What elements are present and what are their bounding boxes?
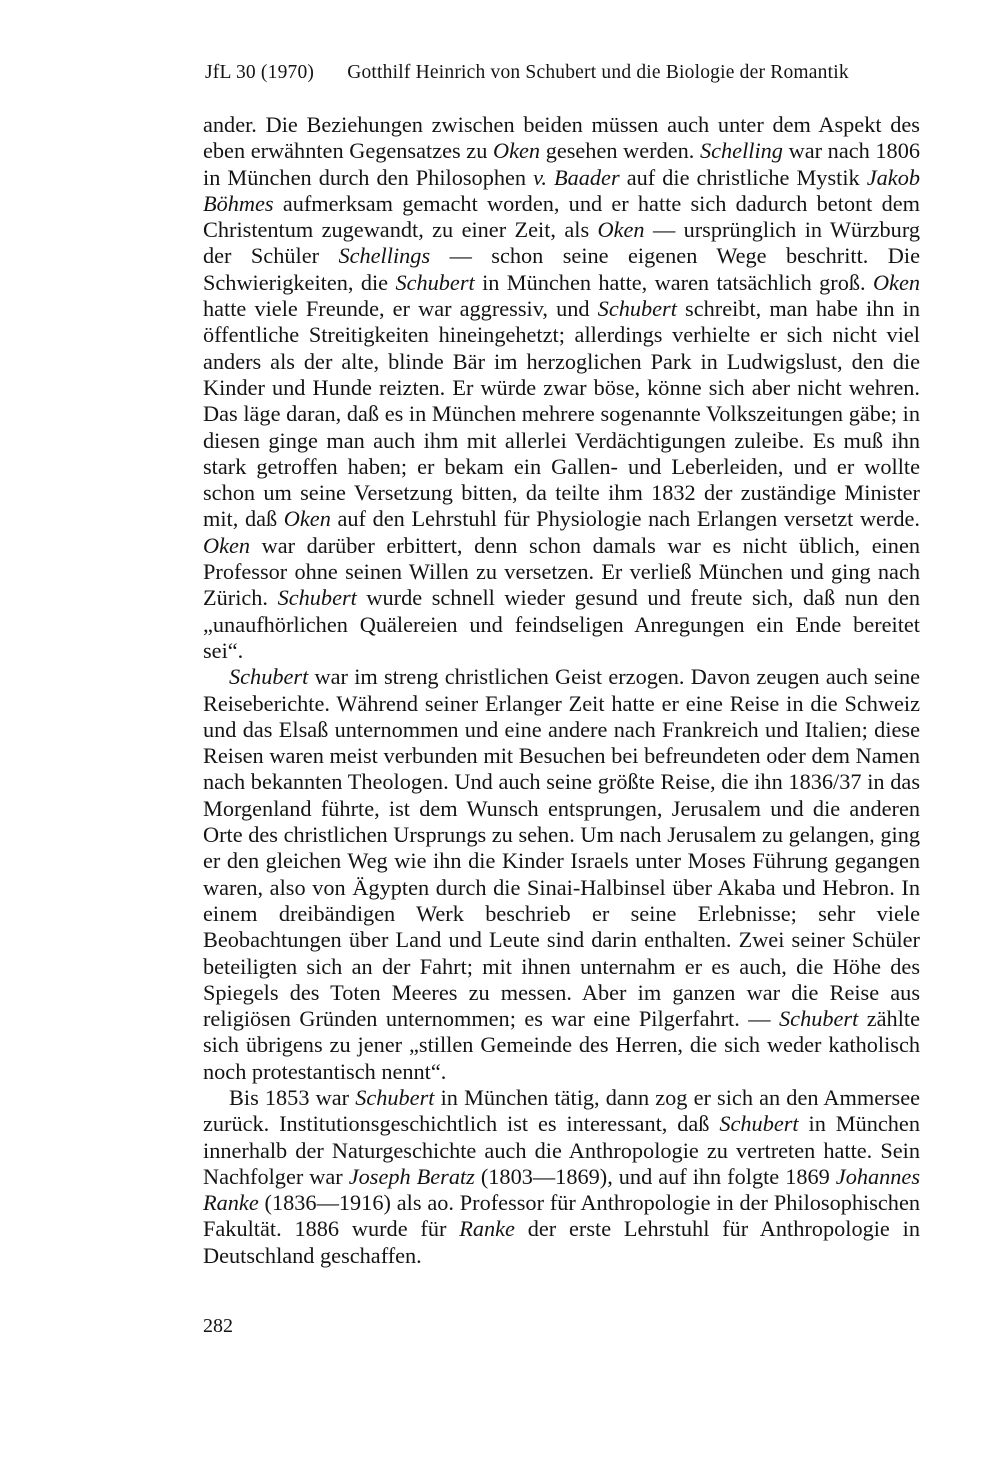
text-run: war im streng christlichen Geist erzogen. Davon zeugen auch seine Reiseberichte. Während seiner Erlanger Zeit hatte er eine Reise in die Schweiz und das Elsaß unternommen und eine andere nach Frankreich und Italien; diese Reisen waren meist verbunden mit Besuchen bei befreundeten oder dem Namen nach bekannten Theologen. Und auch seine größte Reise, die ihn 1836/37 in das Morgenland führte, ist dem Wunsch entsprungen, Jerusalem und die anderen Orte des christlichen Ursprungs zu sehen. Um nach Jerusalem zu gelangen, ging er den gleichen Weg wie ihn die Kinder Israels unter Moses Führung gegangen waren, also von Ägypten durch die Sinai-Halbinsel über Akaba und Hebron. In einem dreibändigen Werk beschrieb er seine Erlebnisse; sehr viele Beobachtungen über Land und Leute sind darin enthalten. Zwei seiner Schüler beteiligten sich an der Fahrt; mit ihnen unternahm er es auch, die Höhe des Spiegels des Toten Meeres zu messen. Aber im ganzen war die Reise aus religiösen Gründen unternommen; es war eine Pilgerfahrt. — (203, 664, 920, 1032)
italic-name: Oken (493, 138, 541, 164)
italic-name: Schelling (699, 138, 783, 164)
text-run: der erste Lehrstuhl für Anthropologie in Deutschland geschaffen. (203, 1216, 920, 1268)
italic-name: Schubert (597, 296, 677, 322)
text-run: in München tätig, dann zog er sich an den Ammersee zurück. Institutionsgeschichtlich ist es interessant, daß (203, 1084, 920, 1137)
text-run: ander. Die Beziehungen zwischen beiden müssen auch unter dem Aspekt des eben erwähnten Gegensatzes zu (203, 112, 920, 164)
text-run: — schon seine eigenen Wege beschritt. Die Schwierigkeiten, die (203, 243, 920, 295)
italic-name: Jakob Böhmes (203, 164, 920, 216)
italic-name: Schellings (338, 243, 431, 269)
text-run: in München innerhalb der Naturgeschichte auch die Anthropologie zu vertreten hatte. Sein Nachfolger war (203, 1111, 920, 1189)
body-text (203, 112, 920, 1269)
text-run: in München hatte, waren tatsächlich groß. (474, 269, 873, 295)
italic-name: Oken (597, 217, 645, 243)
text-run: — ursprünglich in Würzburg der Schüler (203, 217, 920, 269)
text-run: gesehen werden. (540, 138, 700, 164)
italic-name: Oken (203, 532, 251, 558)
italic-name: Schubert (229, 664, 309, 690)
italic-name: Schubert (779, 1006, 859, 1032)
text-run: Bis 1853 war (229, 1084, 356, 1110)
paragraph (203, 1085, 920, 1269)
text-run: (1836—1916) als ao. Professor für Anthropologie in der Philosophischen Fakultät. 1886 wurde für (203, 1190, 920, 1242)
running-title: Gotthilf Heinrich von Schubert und die Biologie der Romantik (347, 62, 849, 83)
text-run: war nach 1806 in München durch den Philosophen (203, 138, 921, 190)
italic-name: Schubert (395, 269, 475, 295)
italic-name: Johannes Ranke (203, 1163, 921, 1216)
text-run: aufmerksam gemacht worden, und er hatte sich dadurch betont dem Christentum zugewandt, zu einer Zeit, als (203, 190, 920, 243)
text-run: (1803—1869), und auf ihn folgte 1869 (474, 1163, 836, 1189)
italic-name: Oken (283, 506, 331, 532)
text-run: war darüber erbittert, denn schon damals war es nicht üblich, einen Professor ohne seinen Willen zu versetzen. Er verließ München und ging nach Zürich. (203, 532, 920, 611)
italic-name: Schubert (355, 1084, 435, 1110)
italic-name: Ranke (459, 1216, 515, 1242)
paragraph (203, 112, 920, 664)
italic-name: Oken (872, 269, 920, 295)
italic-name: Schubert (719, 1111, 799, 1137)
italic-name: v. Baader (533, 164, 620, 190)
text-run: wurde schnell wieder gesund und freute sich, daß nun den „unaufhörlichen Quälereien und feindseligen Anregungen ein Ende bereitet sei“. (203, 585, 920, 663)
italic-name: Schubert (277, 585, 357, 611)
page-number: 282 (203, 1315, 233, 1337)
journal-reference: JfL 30 (1970) (205, 62, 315, 83)
text-run: zählte sich übrigens zu jener „stillen Gemeinde des Herren, die sich weder katholisch noch protestantisch nennt“. (203, 1006, 920, 1084)
text-run: auf den Lehrstuhl für Physiologie nach Erlangen versetzt werde. (330, 506, 920, 532)
paragraph (203, 664, 920, 1085)
text-run: schreibt, man habe ihn in öffentliche Streitigkeiten hineingehetzt; allerdings verhielte er sich nicht viel anders als der alte, blinde Bär im herzoglichen Park in Ludwigslust, den die Kinder und Hunde reizten. Er würde zwar böse, könne sich aber nicht wehren. Das läge daran, daß es in München mehrere sogenannte Volkszeitungen gäbe; in diesen ginge man auch ihm mit allerlei Verdächtigungen zuleibe. Es muß ihn stark getroffen haben; er bekam ein Gallen- und Leberleiden, und er wollte schon um seine Versetzung bitten, da teilte ihm 1832 der zuständige Minister mit, daß (203, 296, 920, 532)
text-run: auf die christliche Mystik (619, 164, 867, 190)
text-run: hatte viele Freunde, er war aggressiv, und (203, 296, 598, 322)
running-header (205, 62, 922, 84)
italic-name: Joseph Beratz (348, 1163, 475, 1189)
